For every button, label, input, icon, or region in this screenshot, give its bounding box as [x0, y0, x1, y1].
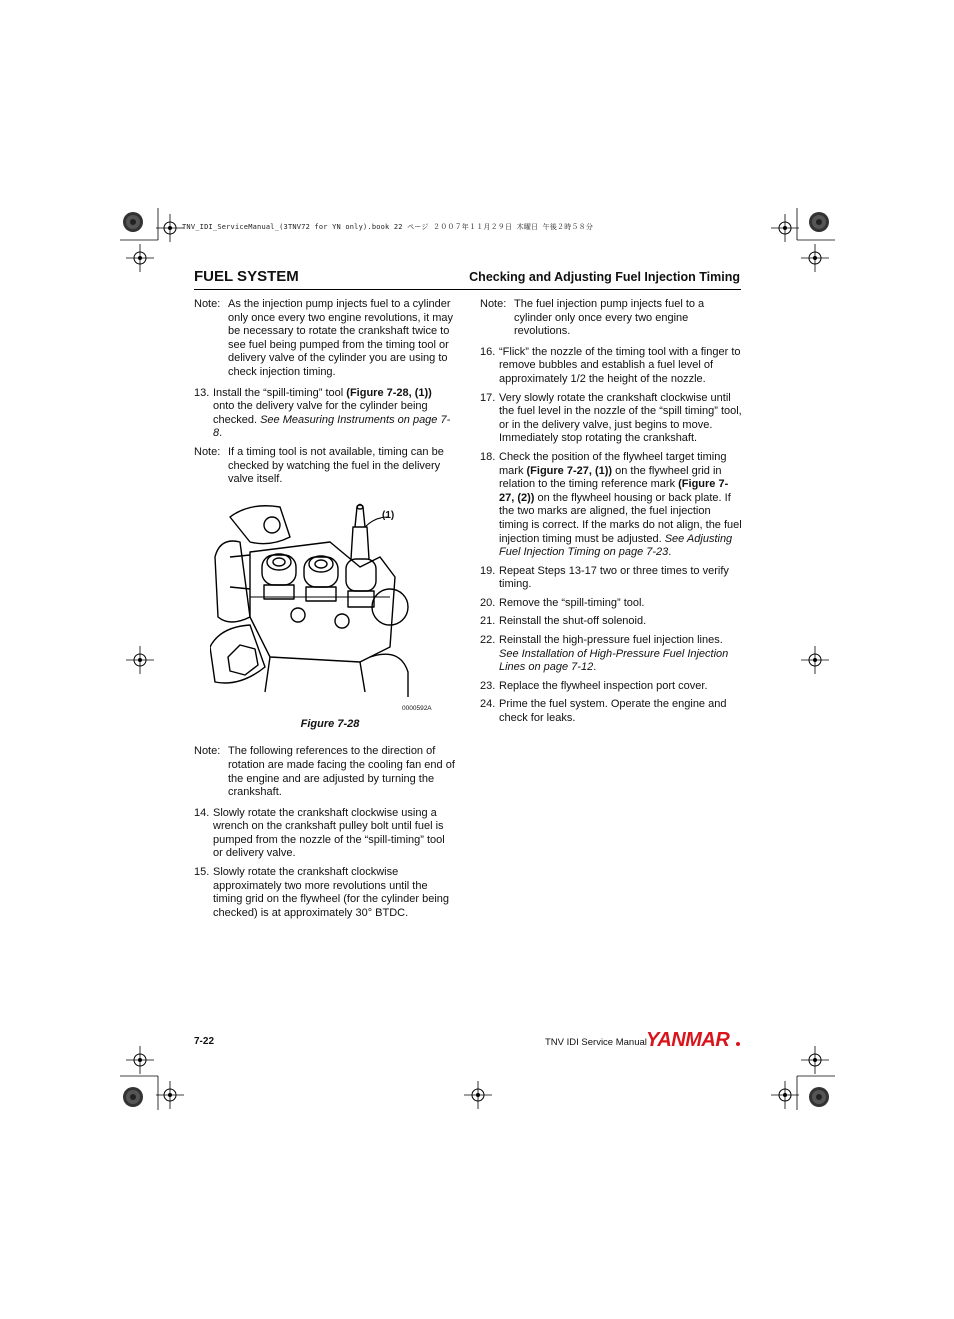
note-label: Note: — [194, 745, 221, 758]
step-text: Reinstall the shut-off solenoid. — [499, 615, 647, 628]
print-metadata-line: TNV_IDI_ServiceManual_(3TNV72 for YN only).book 22 ページ ２００７年１１月２９日 木曜日 午後２時５８分 — [182, 223, 594, 231]
step-text-part: Install the “spill-timing” tool — [213, 386, 347, 399]
step-text-part: . — [219, 427, 223, 440]
step-number: 21. — [480, 615, 496, 628]
step-13 — [194, 387, 456, 441]
brand-logo: YANMAR — [646, 1029, 730, 1051]
step-text-part: . — [593, 661, 597, 674]
cross-reference-link[interactable]: See Measuring Instruments on page 7-8 — [213, 413, 451, 440]
figure-7-28 — [194, 497, 456, 712]
step-22 — [480, 634, 742, 675]
note-text: The following references to the direction of rotation are made facing the cooling fan end of the engine and are adjusted by turning the crankshaft. — [228, 745, 455, 799]
step-19 — [480, 565, 742, 592]
step-number: 23. — [480, 679, 496, 692]
callout-label: (1) — [382, 509, 395, 521]
left-column — [194, 298, 456, 925]
right-column — [480, 298, 742, 731]
step-18 — [480, 451, 742, 560]
step-text — [499, 634, 742, 675]
step-text: Repeat Steps 13-17 two or three times to verify timing. — [499, 564, 729, 591]
step-number: 16. — [480, 345, 496, 358]
step-text-part: on the flywheel grid in relation to the timing reference mark — [499, 464, 722, 491]
step-text-part: onto the delivery valve for the cylinder being checked. — [213, 400, 428, 426]
step-21 — [480, 615, 742, 629]
note-label: Note: — [480, 298, 507, 310]
note — [480, 298, 742, 339]
figure-reference: (Figure 7-27, (1)) — [526, 464, 613, 477]
figure-caption: Figure 7-28 — [300, 717, 360, 730]
step-number: 19. — [480, 564, 496, 577]
note — [194, 446, 456, 487]
step-text-part: Check the position of the flywheel target timing mark — [499, 450, 727, 477]
step-text: Remove the “spill-timing” tool. — [499, 596, 645, 609]
step-17 — [480, 392, 742, 446]
note — [194, 298, 456, 380]
step-23 — [480, 680, 742, 694]
figure-id: 0000592A — [402, 704, 432, 712]
step-number: 17. — [480, 391, 496, 404]
step-text: Very slowly rotate the crankshaft clockwise until the fuel level in the nozzle of the “spill timing” tool, or in the delivery valve, just begins to move. Immediately stop rotating the crankshaft. — [499, 391, 742, 445]
figure-reference: (Figure 7-27, (2)) — [499, 478, 729, 504]
note-text: If a timing tool is not available, timing can be checked by watching the fuel in the delivery valve itself. — [228, 445, 444, 486]
step-text: Replace the flywheel inspection port cover. — [499, 679, 708, 692]
step-number: 22. — [480, 634, 496, 647]
step-14 — [194, 807, 456, 861]
note — [194, 745, 456, 799]
step-text: Slowly rotate the crankshaft clockwise approximately two more revolutions until the timing grid on the flywheel (for the cylinder being checked) is at approximately 30° BTDC. — [213, 866, 450, 919]
brand-logo-dot — [736, 1042, 740, 1046]
header-rule — [194, 289, 741, 290]
step-text — [499, 451, 742, 560]
step-text: “Flick” the nozzle of the timing tool with a finger to remove bubbles and establish a fuel level of approximately 1/2 the height of the nozzle. — [499, 345, 741, 385]
step-text — [213, 387, 456, 441]
note-label: Note: — [194, 445, 221, 458]
step-number: 15. — [194, 866, 210, 879]
cross-reference-link[interactable]: See Adjusting Fuel Injection Timing on page 7-23 — [499, 532, 733, 559]
page-number: 7-22 — [194, 1036, 215, 1047]
cross-reference-link[interactable]: See Installation of High-Pressure Fuel Injection Lines on page 7-12 — [499, 647, 729, 674]
step-text-part: . — [668, 546, 672, 559]
figure-reference: (Figure 7-28, (1)) — [346, 386, 432, 399]
note-text: The fuel injection pump injects fuel to a cylinder only once every two engine revolutions. — [514, 298, 705, 338]
manual-title: TNV IDI Service Manual — [545, 1037, 647, 1048]
step-number: 13. — [194, 386, 210, 399]
step-24 — [480, 698, 742, 725]
topic-title: Checking and Adjusting Fuel Injection Timing — [469, 270, 740, 284]
step-number: 14. — [194, 806, 210, 819]
note-text: As the injection pump injects fuel to a cylinder only once every two engine revolutions, it may be necessary to rotate the crankshaft twice to see fuel being pumped from the timing tool or delivery valve of the cylinder you are using to check injection timing. — [228, 298, 454, 378]
step-20 — [480, 597, 742, 611]
note-label: Note: — [194, 298, 221, 310]
step-16 — [480, 346, 742, 387]
step-number: 24. — [480, 698, 496, 711]
section-title: FUEL SYSTEM — [194, 268, 299, 285]
step-15 — [194, 866, 456, 920]
fuel-pump-illustration — [210, 497, 410, 697]
step-text-part: on the flywheel housing or back plate. If the two marks are aligned, the fuel injection timing is correct. If the marks do not align, the fuel injection timing must be adjusted. — [499, 491, 742, 545]
step-number: 20. — [480, 596, 496, 609]
step-number: 18. — [480, 450, 496, 463]
step-text: Prime the fuel system. Operate the engine and check for leaks. — [499, 698, 727, 725]
step-text-part: Reinstall the high-pressure fuel injection lines. — [499, 634, 723, 647]
step-text: Slowly rotate the crankshaft clockwise using a wrench on the crankshaft pulley bolt until fuel is pumped from the nozzle of the “spill-timing” tool or delivery valve. — [213, 806, 445, 860]
